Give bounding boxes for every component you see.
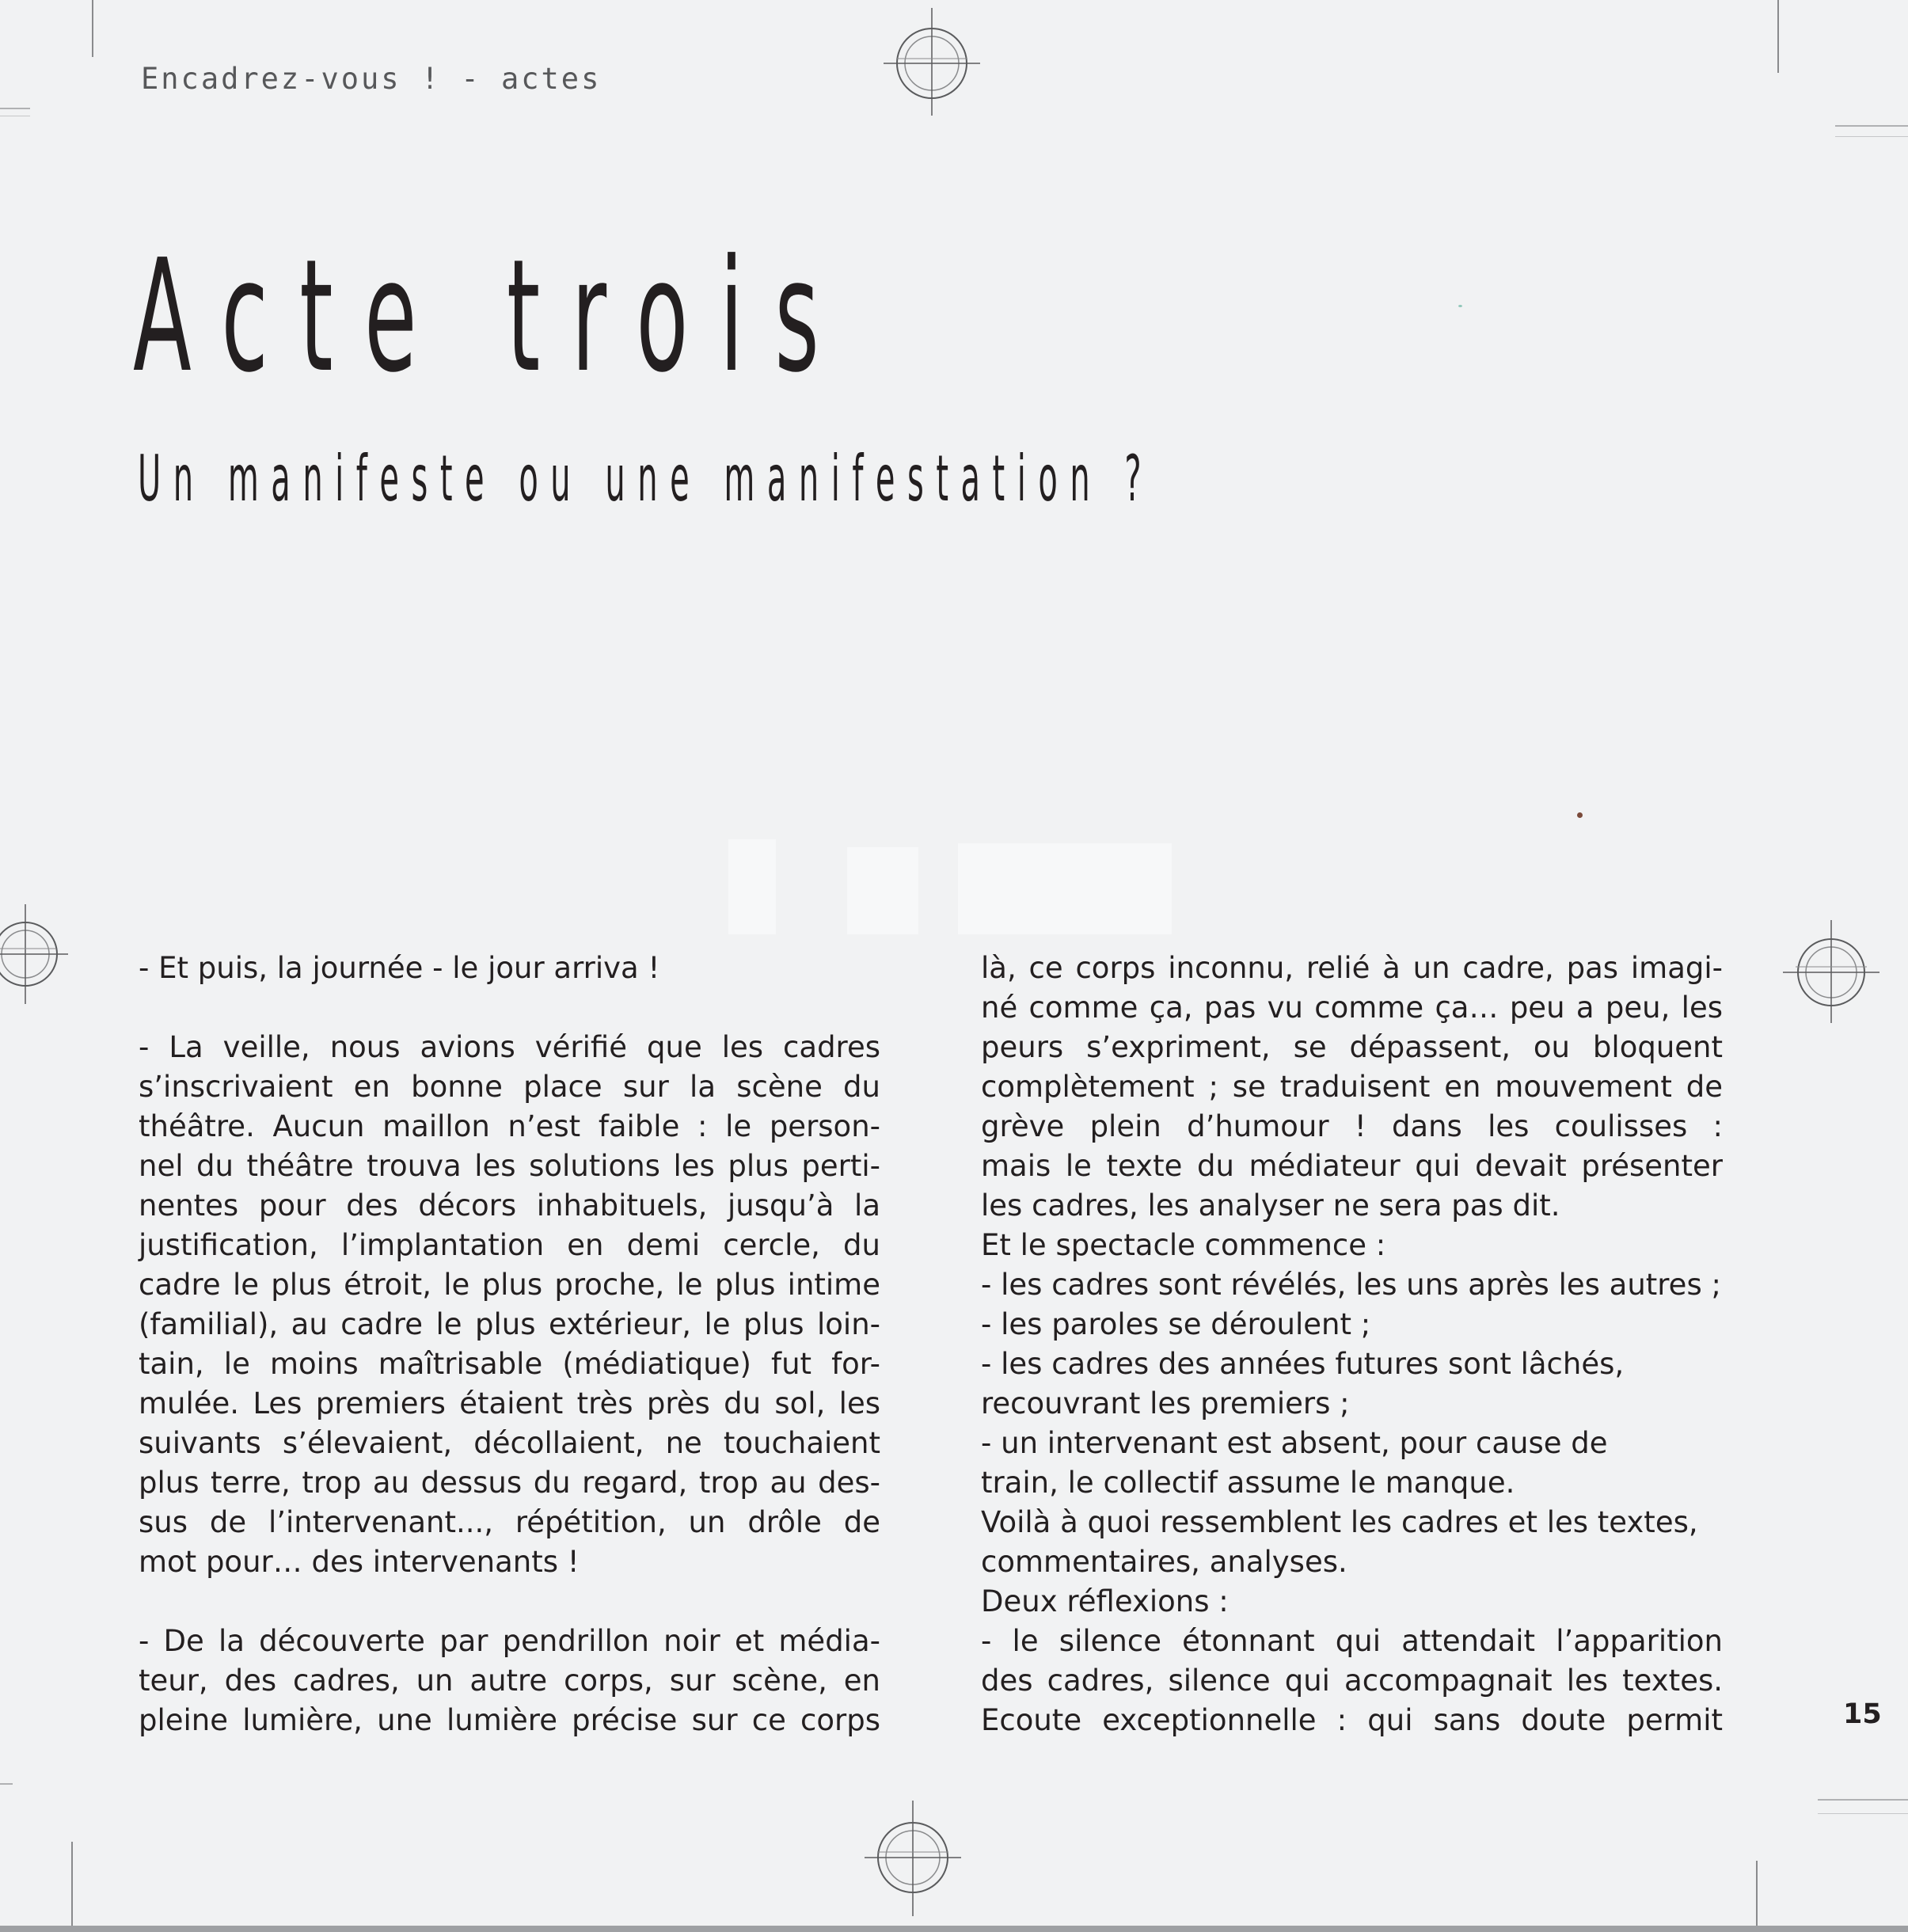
body-line: Deux réflexions : — [981, 1584, 1229, 1618]
registration-mark-icon — [0, 903, 71, 1006]
crop-line — [1818, 1813, 1908, 1814]
body-line: nentes pour des décors inhabituels, jusqu’à la — [139, 1188, 880, 1223]
body-line: mulée. Les premiers étaient très près du sol, les — [139, 1386, 880, 1420]
body-line: mais le texte du médiateur qui devait présenter — [981, 1149, 1723, 1183]
crop-line — [1777, 0, 1779, 73]
body-line: commentaires, analyses. — [981, 1545, 1347, 1579]
scan-artifact — [958, 843, 1172, 934]
body-line: théâtre. Aucun maillon n’est faible : le person- — [139, 1109, 880, 1143]
running-head: Encadrez-vous ! - actes — [141, 62, 602, 96]
crop-line — [71, 1842, 73, 1932]
crop-line — [1756, 1861, 1758, 1932]
page-edge — [0, 1926, 1908, 1932]
body-column-left — [139, 949, 880, 1740]
body-line: train, le collectif assume le manque. — [981, 1466, 1515, 1500]
crop-line — [0, 108, 30, 109]
page-number: 15 — [1843, 1698, 1882, 1730]
body-line: plus terre, trop au dessus du regard, trop au des- — [139, 1466, 880, 1500]
body-line: teur, des cadres, un autre corps, sur scène, en — [139, 1664, 880, 1698]
body-line: les cadres, les analyser ne sera pas dit. — [981, 1188, 1560, 1223]
ink-speck — [1458, 305, 1462, 307]
body-line: - le silence étonnant qui attendait l’apparition — [981, 1624, 1723, 1658]
body-line: pleine lumière, une lumière précise sur ce corps — [139, 1703, 880, 1737]
body-line: - La veille, nous avions vérifié que les cadres — [139, 1030, 880, 1064]
body-line: - les paroles se déroulent ; — [981, 1307, 1371, 1341]
body-line: (familial), au cadre le plus extérieur, le plus loin- — [139, 1307, 880, 1341]
crop-line — [1835, 136, 1908, 137]
body-line: - Et puis, la journée - le jour arriva ! — [139, 951, 660, 985]
page-title: Acte trois — [133, 226, 851, 407]
scan-artifact — [728, 839, 776, 934]
body-column-right — [981, 949, 1723, 1740]
body-line: recouvrant les premiers ; — [981, 1386, 1350, 1420]
body-line: des cadres, silence qui accompagnait les textes. — [981, 1664, 1723, 1698]
body-line: - De la découverte par pendrillon noir et média- — [139, 1624, 880, 1658]
body-line: justification, l’implantation en demi cercle, du — [139, 1228, 880, 1262]
crop-line — [0, 1783, 13, 1785]
body-line: sus de l’intervenant..., répétition, un drôle de — [139, 1505, 880, 1539]
body-line: - un intervenant est absent, pour cause de — [981, 1426, 1608, 1460]
body-line: Et le spectacle commence : — [981, 1228, 1386, 1262]
body-line: tain, le moins maîtrisable (médiatique) fut for- — [139, 1347, 880, 1381]
body-line: complètement ; se traduisent en mouvement de — [981, 1070, 1723, 1104]
body-line: s’inscrivaient en bonne place sur la scène du — [139, 1070, 880, 1104]
ink-speck — [1577, 812, 1583, 818]
body-line: grève plein d’humour ! dans les coulisses : — [981, 1109, 1723, 1143]
body-line: Ecoute exceptionnelle : qui sans doute permit — [981, 1703, 1723, 1737]
registration-mark-icon — [1780, 918, 1883, 1025]
body-line: nel du théâtre trouva les solutions les plus perti- — [139, 1149, 880, 1183]
body-line: - les cadres sont révélés, les uns après les autres ; — [981, 1268, 1721, 1302]
body-line: suivants s’élevaient, décollaient, ne touchaient — [139, 1426, 880, 1460]
crop-line — [92, 0, 93, 57]
body-line: peurs s’expriment, se dépassent, ou bloquent — [981, 1030, 1723, 1064]
body-line: né comme ça, pas vu comme ça… peu a peu, les — [981, 991, 1723, 1025]
registration-mark-icon — [861, 1799, 964, 1918]
crop-line — [1818, 1799, 1908, 1801]
body-line: mot pour… des intervenants ! — [139, 1545, 580, 1579]
body-line: - les cadres des années futures sont lâchés, — [981, 1347, 1625, 1381]
crop-line — [1835, 125, 1908, 127]
body-line: là, ce corps inconnu, relié à un cadre, pas imagi- — [981, 951, 1723, 985]
body-line: cadre le plus étroit, le plus proche, le plus intime — [139, 1268, 880, 1302]
registration-mark-icon — [880, 6, 983, 117]
page-subtitle: Un manifeste ou une manifestation ? — [138, 442, 1154, 515]
scan-artifact — [847, 847, 918, 934]
body-line: Voilà à quoi ressemblent les cadres et les textes, — [981, 1505, 1698, 1539]
